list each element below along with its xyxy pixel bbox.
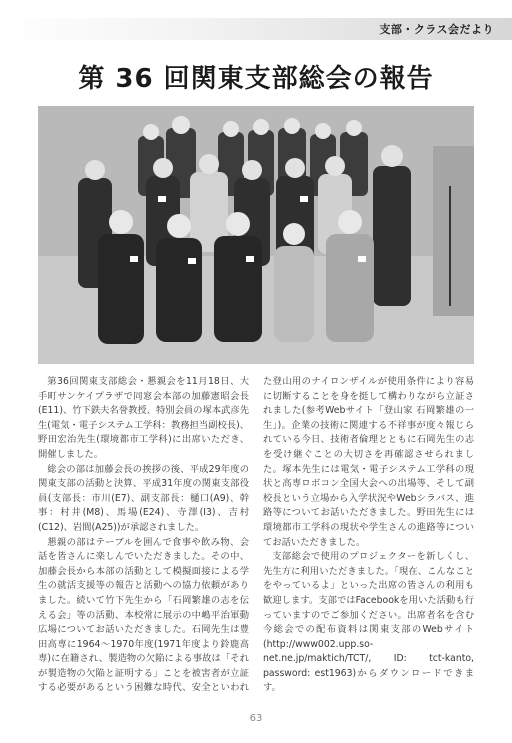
section-label: 支部・クラス会だより: [379, 23, 494, 36]
article-paragraph: 支部総会で使用のプロジェクターを新しくし、先生方に利用いただきました。「現在、こんなことをやっているよ」といった出席の皆さんの利用も歓迎します。支部ではFacebookを用いた活動も行っていますのでご参加ください。出席者名を含む今総会での配布資料は関東支部のWebサイト(http://www002.upp.so-net.ne.jp/maktich/TCT/, ID: tct-kanto, password: est1963)からダウンロードできます。: [263, 551, 474, 694]
article-paragraph: 第36回関東支部総会・懇親会を11月18日、大手町サンケイプラザで同窓会本部の加藤憲昭会長(E11)、竹下鉄夫名誉教授、特別会員の塚本武彦先生(電気・電子システム工学科：教務担当副校長)、野田宏治先生(環境都市工学科)に出席いただき、開催しました。: [38, 376, 249, 460]
article-paragraph: 懇親の部はテーブルを囲んで食事や飲み物、会話を皆さんに楽しんでいただきました。その中、加藤会長から本部の活動として模擬面接による学生の就活支援等の報告と活動への協力依頼がありました。続いて竹下先生から「石岡繁雄の志を伝える会」等の活動、本校常に展示の中嶋平治軍動広場についてお話いただきました。石岡先生は豊田高専に1964～1970年度(1971年度より鈴鹿高専)に在籍され、製造物の欠陥による事故は「それが製造物の欠陥と証明する」ことを被害者が立証する必要があるという困難な時代、安全といわれた登山用のナイロンザイルが使用条件により容易に切断することを身を挺して構わりながら立証されました(参考Webサイト「登山家 石岡繁雄の一生」)。企業の技術に関連する不祥事が度々報じられている今日、技術者倫理とともに石岡先生の志を受け継ぐことの大切さを再確認させられました。塚本先生には電気・電子システム工学科の現状と高専ロボコン全国大会への出場等、そして副校長という立場から入学状況やWebシラバス、進路等についてお話いただきました。野田先生には環境都市工学科の現状や学生さんの進路等についてお話いただきました。: [38, 376, 474, 694]
group-photo: [38, 106, 474, 364]
article-body: [38, 375, 474, 705]
page-number: 63: [249, 713, 263, 724]
article-paragraph: 総会の部は加藤会長の挨拶の後、平成29年度の関東支部の活動と決算、平成31年度の関東支部役員(支部長：市川(E7)、副支部長：樋口(A9)、幹事：村井(M8)、馬場(E24)、寺澤(I3)、吉村(C12)、岩間(A25))が承認されました。: [38, 463, 249, 533]
page-title: 第 36 回関東支部総会の報告: [78, 64, 434, 94]
